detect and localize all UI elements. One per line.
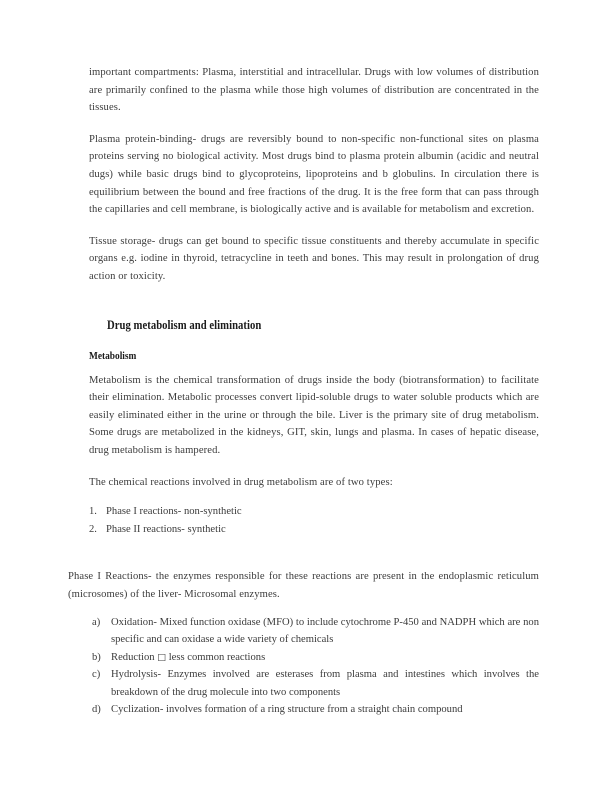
paragraph-tissue-storage: Tissue storage- drugs can get bound to specific tissue constituents and thereby accumulate in specific organs e.g. iodine in thyroid, tetracycline in teeth and bones. This may result in prolongation of drug action or toxicity. bbox=[89, 235, 539, 282]
lettered-list-wrapper bbox=[92, 614, 539, 718]
list-item-text: Phase I reactions- non-synthetic bbox=[106, 506, 242, 518]
list-marker: b) bbox=[92, 651, 101, 663]
list-marker: 2. bbox=[89, 523, 97, 535]
section-heading-drug-metabolism: Drug metabolism and elimination bbox=[107, 318, 262, 332]
list-item bbox=[89, 503, 539, 520]
list-item bbox=[89, 521, 539, 538]
list-item-text: Hydrolysis- Enzymes involved are esterases from plasma and intestines which involves the breakdown of the drug molecule into two components bbox=[111, 669, 539, 698]
numbered-list-reaction-phases bbox=[89, 503, 539, 538]
list-item-text: Phase II reactions- synthetic bbox=[106, 523, 226, 535]
heading-spacer bbox=[89, 300, 539, 372]
lettered-list-phase-one-reactions bbox=[92, 614, 539, 718]
list-item bbox=[92, 701, 539, 718]
list-item-text bbox=[111, 649, 539, 666]
list-item-text: Oxidation- Mixed function oxidase (MFO) to include cytochrome P-450 and NADPH which are non specific and can oxidase a wide variety of chemicals bbox=[111, 617, 539, 646]
list-item bbox=[92, 614, 539, 649]
list-marker: 1. bbox=[89, 506, 97, 518]
list-marker: c) bbox=[92, 669, 101, 681]
list-item-text-after: less common reactions bbox=[166, 651, 266, 663]
list-marker: d) bbox=[92, 704, 101, 716]
list-item bbox=[92, 666, 539, 701]
list-item-text-before: Reduction bbox=[111, 651, 158, 663]
phase-one-reactions-block bbox=[68, 568, 539, 615]
list-item bbox=[92, 649, 539, 666]
sub-heading-metabolism: Metabolism bbox=[89, 350, 137, 362]
paragraph-two-types-intro: The chemical reactions involved in drug metabolism are of two types: bbox=[89, 476, 393, 488]
document-body bbox=[89, 64, 539, 538]
paragraph-phase-one-reactions: Phase I Reactions- the enzymes responsible for these reactions are present in the endoplasmic reticulum (microsomes) of the liver- Microsomal enzymes. bbox=[68, 571, 539, 600]
paragraph-compartments: important compartments: Plasma, interstitial and intracellular. Drugs with low volumes of distribution are primarily confined to the plasma while those high volumes of distribution are concentrated in the tissues. bbox=[89, 67, 539, 114]
missing-glyph-icon: □ bbox=[157, 651, 167, 663]
paragraph-plasma-protein-binding: Plasma protein-binding- drugs are reversibly bound to non-specific non-functional sites on plasma proteins serving no biological activity. Most drugs bind to plasma protein albumin (acidic and neutral dugs) while basic drugs bind to glycoproteins, lipoproteins and b globulins. In circulation there is equilibrium between the bound and free fractions of the drug. It is the free form that can pass through the capillaries and cell membrane, is biologically active and is available for metabolism and excretion. bbox=[89, 133, 539, 216]
paragraph-metabolism-definition: Metabolism is the chemical transformation of drugs inside the body (biotransformation) to facilitate their elimination. Metabolic processes convert lipid-soluble drugs to water soluble products which are easily eliminated either in the urine or through the bile. Liver is the primary site of drug metabolism. Some drugs are metabolized in the kidneys, GIT, skin, lungs and plasma. In cases of hepatic disease, drug metabolism is hampered. bbox=[89, 374, 539, 456]
list-item-text: Cyclization- involves formation of a ring structure from a straight chain compound bbox=[111, 704, 463, 716]
list-marker: a) bbox=[92, 617, 101, 628]
